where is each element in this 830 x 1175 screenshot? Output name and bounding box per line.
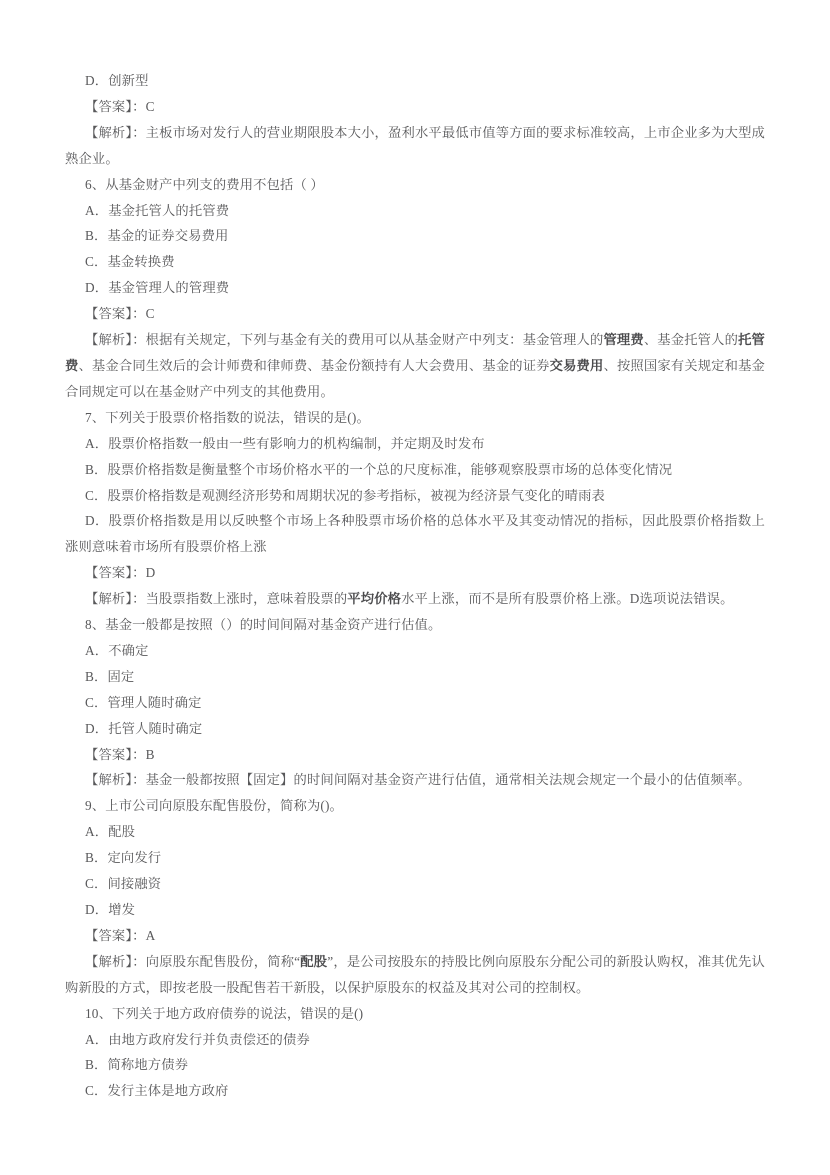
answer-line: 【答案】：C [85,306,155,322]
option-line: D．托管人随时确定 [85,720,203,736]
text-run: 水平上涨，而不是所有股票价格上涨。D选项说法错误。 [401,591,734,607]
option-line: B．基金的证券交易费用 [85,228,229,244]
emphasis-term: 管理费 [603,332,644,348]
option-line: D．基金管理人的管理费 [85,280,230,296]
emphasis-term: 平均价格 [347,591,402,607]
option-line: B．简称地方债券 [85,1057,189,1073]
option-line: C．发行主体是地方政府 [85,1083,229,1099]
option-line: B．股票价格指数是衡量整个市场价格水平的一个总的尺度标准，能够观察股票市场的总体变化情况 [85,461,673,477]
text-run: 、基金合同生效后的会计师费和律师费、基金份额持有人大会费用、基金的证券 [78,357,550,373]
emphasis-term: 配股 [300,953,328,969]
question-line: 9、上市公司向原股东配售股份，简称为()。 [85,798,343,814]
answer-line: 【答案】：A [85,927,156,943]
text-run: 【解析】：根据有关规定，下列与基金有关的费用可以从基金财产中列支：基金管理人的 [85,332,604,348]
option-line: C．管理人随时确定 [85,694,202,710]
question-line: 6、从基金财产中列支的费用不包括（ ） [85,176,324,192]
explanation-line: 【解析】：主板市场对发行人的营业期限股本大小，盈利水平最低市值等方面的要求标准较高，上市企业多为大型成熟企业。 [65,124,765,166]
answer-line: 【答案】：D [85,565,156,581]
option-line: D．增发 [85,902,136,917]
option-line: D．创新型 [85,73,149,88]
emphasis-term: 托管费 [65,332,765,373]
option-line: B．固定 [85,668,135,684]
option-line: C．间接融资 [85,876,162,892]
option-line: C．基金转换费 [85,254,175,270]
option-line: A．不确定 [85,642,149,658]
explanation-line [65,586,765,612]
explanation-line: 【解析】：基金一般都按照【固定】的时间间隔对基金资产进行估值，通常相关法规会规定一个最小的估值频率。 [85,772,751,788]
option-line: B．定向发行 [85,850,162,866]
option-line: A．配股 [85,824,136,840]
text-run: ”，是公司按股东的持股比例向原股东分配公司的新股认购权，准其优先认购新股的方式，即按老股一股配售若干新股，以保护原股东的权益及其对公司的控制权。 [65,953,765,995]
document-body [65,68,765,1104]
answer-line: 【答案】：C [85,98,155,114]
option-line: C．股票价格指数是观测经济形势和周期状况的参考指标，被视为经济景气变化的晴雨表 [85,487,605,503]
text-run: 【解析】：向原股东配售股份，简称“ [85,953,301,969]
text-run: 、基金托管人的 [643,332,739,348]
option-line: D．股票价格指数是用以反映整个市场上各种股票市场价格的总体水平及其变动情况的指标，因此股票价格指数上涨则意味着市场所有股票价格上涨 [65,513,765,555]
explanation-line [65,949,765,1001]
text-run: 、按照国家有关规定和基金合同规定可以在基金财产中列支的其他费用。 [65,357,766,399]
option-line: A．基金托管人的托管费 [85,202,230,218]
explanation-line [65,327,765,405]
emphasis-term: 交易费用 [549,357,604,373]
question-line: 10、下列关于地方政府债券的说法，错误的是() [85,1005,364,1021]
option-line: A．由地方政府发行并负责偿还的债券 [85,1031,310,1047]
answer-line: 【答案】：B [85,746,155,762]
text-run: 【解析】：当股票指数上涨时，意味着股票的 [85,591,348,607]
question-line: 7、下列关于股票价格指数的说法，错误的是()。 [85,409,370,425]
question-line: 8、基金一般都是按照（）的时间间隔对基金资产进行估值。 [85,617,442,633]
option-line: A．股票价格指数一般由一些有影响力的机构编制，并定期及时发布 [85,435,485,451]
